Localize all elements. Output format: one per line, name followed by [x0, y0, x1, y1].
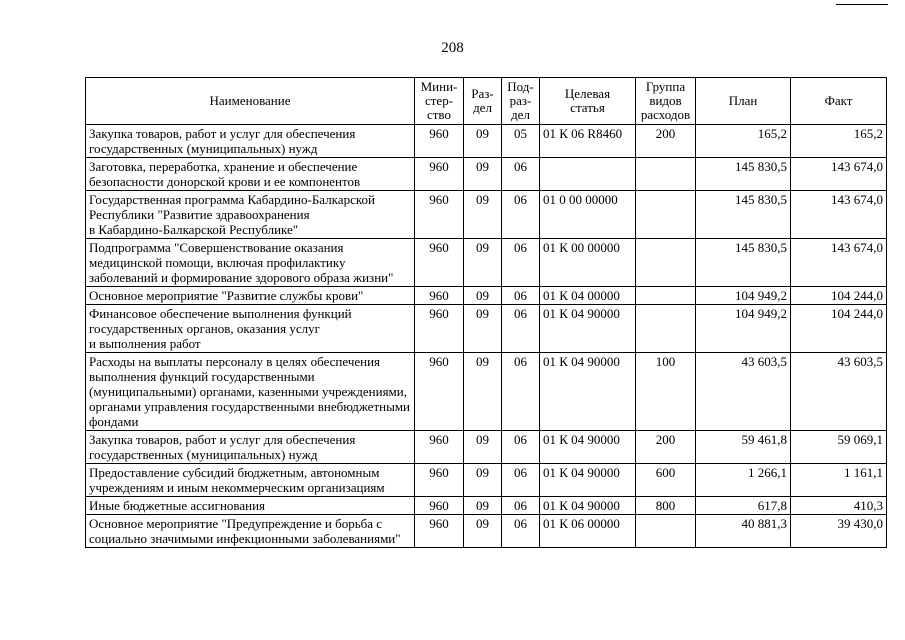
cell-plan: 1 266,1 — [696, 464, 791, 497]
cell-plan: 145 830,5 — [696, 191, 791, 239]
cell-plan: 617,8 — [696, 497, 791, 515]
header-subsection — [502, 78, 540, 125]
cell-target: 01 К 06 R8460 — [540, 125, 636, 158]
cell-section: 09 — [464, 464, 502, 497]
cell-plan: 165,2 — [696, 125, 791, 158]
cell-group: 100 — [636, 353, 696, 431]
cell-subsection: 06 — [502, 353, 540, 431]
cell-target: 01 К 04 90000 — [540, 353, 636, 431]
cell-target: 01 К 06 00000 — [540, 515, 636, 548]
cell-fact: 143 674,0 — [791, 191, 887, 239]
cell-fact: 143 674,0 — [791, 239, 887, 287]
cell-ministry: 960 — [415, 464, 464, 497]
cell-name: Закупка товаров, работ и услуг для обеспечения государственных (муниципальных) нужд — [86, 125, 415, 158]
cell-target: 01 К 04 90000 — [540, 464, 636, 497]
cell-plan: 145 830,5 — [696, 158, 791, 191]
cell-group — [636, 305, 696, 353]
cell-subsection: 06 — [502, 287, 540, 305]
cell-fact: 1 161,1 — [791, 464, 887, 497]
cell-target: 01 К 04 90000 — [540, 497, 636, 515]
cell-plan: 104 949,2 — [696, 287, 791, 305]
cell-ministry: 960 — [415, 158, 464, 191]
header-fact: Факт — [791, 78, 887, 125]
cell-name: Расходы на выплаты персоналу в целях обеспечения выполнения функций государственными (муниципальными) органами, казенными учреждениями, органами управления государственными внебюджетными фондами — [86, 353, 415, 431]
table-row — [86, 125, 887, 158]
cell-plan: 40 881,3 — [696, 515, 791, 548]
cell-fact: 165,2 — [791, 125, 887, 158]
table-body — [86, 125, 887, 548]
cell-group: 200 — [636, 431, 696, 464]
cell-ministry: 960 — [415, 431, 464, 464]
cell-target: 01 К 04 90000 — [540, 305, 636, 353]
table-row — [86, 497, 887, 515]
table-row — [86, 515, 887, 548]
cell-target: 01 0 00 00000 — [540, 191, 636, 239]
cell-ministry: 960 — [415, 353, 464, 431]
cell-name: Иные бюджетные ассигнования — [86, 497, 415, 515]
cell-group — [636, 191, 696, 239]
table-row — [86, 353, 887, 431]
cell-section: 09 — [464, 353, 502, 431]
header-section-label: Раз- дел — [471, 86, 494, 115]
cell-subsection: 05 — [502, 125, 540, 158]
cell-name: Заготовка, переработка, хранение и обеспечение безопасности донорской крови и ее компонентов — [86, 158, 415, 191]
cell-name: Основное мероприятие "Развитие службы крови" — [86, 287, 415, 305]
cell-group: 200 — [636, 125, 696, 158]
table-row — [86, 191, 887, 239]
top-rule — [836, 4, 888, 5]
cell-plan: 104 949,2 — [696, 305, 791, 353]
page-number: 208 — [441, 40, 464, 56]
cell-group — [636, 287, 696, 305]
cell-section: 09 — [464, 239, 502, 287]
cell-subsection: 06 — [502, 464, 540, 497]
cell-fact: 143 674,0 — [791, 158, 887, 191]
header-group-label: Группа видов расходов — [640, 79, 691, 122]
cell-ministry: 960 — [415, 497, 464, 515]
cell-name: Финансовое обеспечение выполнения функций государственных органов, оказания услуг и выполнения работ — [86, 305, 415, 353]
cell-section: 09 — [464, 515, 502, 548]
header-subsection-label: Под- раз- дел — [507, 79, 534, 122]
cell-subsection: 06 — [502, 158, 540, 191]
cell-section: 09 — [464, 287, 502, 305]
cell-section: 09 — [464, 431, 502, 464]
cell-section: 09 — [464, 191, 502, 239]
cell-target — [540, 158, 636, 191]
cell-ministry: 960 — [415, 287, 464, 305]
cell-group — [636, 515, 696, 548]
cell-name: Подпрограмма "Совершенствование оказания медицинской помощи, включая профилактику заболеваний и формирование здорового образа жизни" — [86, 239, 415, 287]
cell-ministry: 960 — [415, 191, 464, 239]
header-target-label: Целевая статья — [564, 86, 611, 115]
cell-target: 01 К 00 00000 — [540, 239, 636, 287]
cell-ministry: 960 — [415, 305, 464, 353]
header-group — [636, 78, 696, 125]
cell-name: Закупка товаров, работ и услуг для обеспечения государственных (муниципальных) нужд — [86, 431, 415, 464]
cell-fact: 39 430,0 — [791, 515, 887, 548]
header-ministry-label: Мини- стер- ство — [420, 79, 458, 122]
cell-group — [636, 239, 696, 287]
cell-subsection: 06 — [502, 191, 540, 239]
header-row — [86, 78, 887, 125]
cell-plan: 43 603,5 — [696, 353, 791, 431]
table-row — [86, 464, 887, 497]
cell-name: Государственная программа Кабардино-Балкарской Республики "Развитие здравоохранения в Кабардино-Балкарской Республике" — [86, 191, 415, 239]
header-ministry — [415, 78, 464, 125]
cell-subsection: 06 — [502, 239, 540, 287]
header-section — [464, 78, 502, 125]
header-plan: План — [696, 78, 791, 125]
table-row — [86, 287, 887, 305]
cell-plan: 59 461,8 — [696, 431, 791, 464]
cell-subsection: 06 — [502, 497, 540, 515]
cell-section: 09 — [464, 125, 502, 158]
cell-target: 01 К 04 00000 — [540, 287, 636, 305]
header-name: Наименование — [86, 78, 415, 125]
cell-subsection: 06 — [502, 515, 540, 548]
cell-fact: 104 244,0 — [791, 305, 887, 353]
cell-name: Основное мероприятие "Предупреждение и борьба с социально значимыми инфекционными заболеваниями" — [86, 515, 415, 548]
header-target — [540, 78, 636, 125]
cell-group: 800 — [636, 497, 696, 515]
cell-plan: 145 830,5 — [696, 239, 791, 287]
cell-group — [636, 158, 696, 191]
cell-target: 01 К 04 90000 — [540, 431, 636, 464]
cell-fact: 104 244,0 — [791, 287, 887, 305]
budget-table — [85, 77, 887, 548]
cell-name: Предоставление субсидий бюджетным, автономным учреждениям и иным некоммерческим организациям — [86, 464, 415, 497]
table-row — [86, 305, 887, 353]
cell-section: 09 — [464, 305, 502, 353]
cell-ministry: 960 — [415, 239, 464, 287]
cell-ministry: 960 — [415, 125, 464, 158]
cell-fact: 59 069,1 — [791, 431, 887, 464]
cell-section: 09 — [464, 497, 502, 515]
cell-ministry: 960 — [415, 515, 464, 548]
table-row — [86, 431, 887, 464]
table-row — [86, 158, 887, 191]
cell-subsection: 06 — [502, 431, 540, 464]
table-row — [86, 239, 887, 287]
cell-subsection: 06 — [502, 305, 540, 353]
cell-group: 600 — [636, 464, 696, 497]
cell-fact: 43 603,5 — [791, 353, 887, 431]
cell-fact: 410,3 — [791, 497, 887, 515]
cell-section: 09 — [464, 158, 502, 191]
